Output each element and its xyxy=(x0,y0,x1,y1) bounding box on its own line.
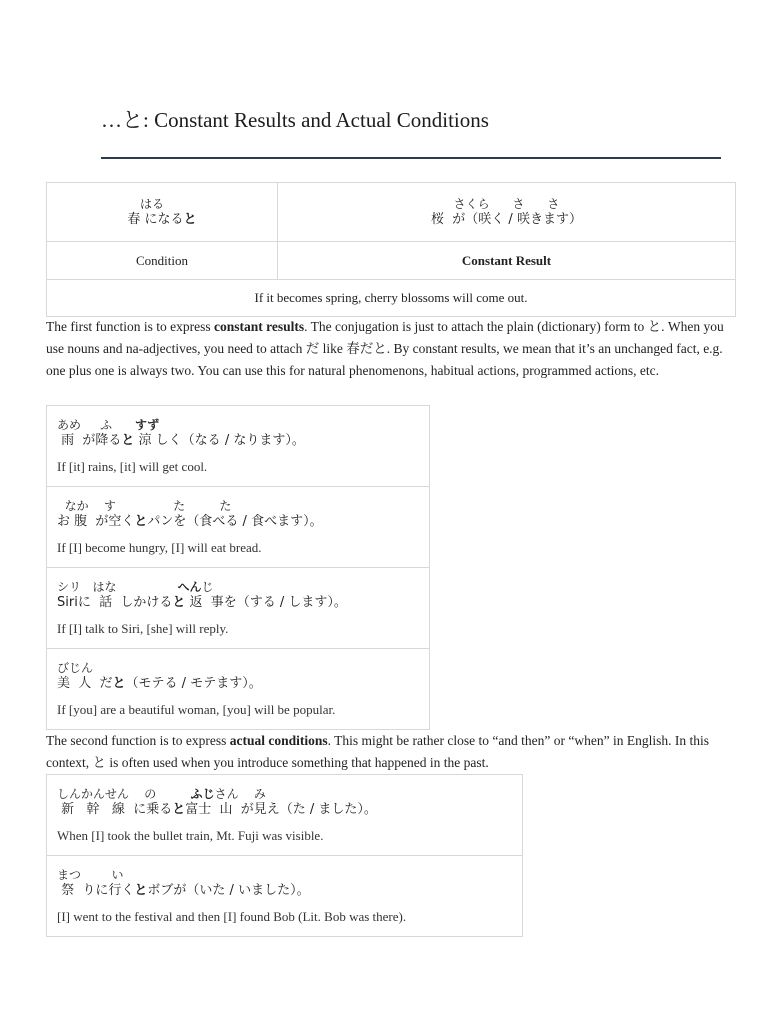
paragraph-constant-results xyxy=(46,316,726,382)
example-sentence-b: ボブが（いた / いました）。 xyxy=(147,882,310,898)
para2-bold: actual conditions xyxy=(229,733,328,748)
example-translation: If [you] are a beautiful woman, [you] will be popular. xyxy=(57,701,336,717)
example-row xyxy=(47,775,523,856)
example-ruby: なか す た た xyxy=(57,498,232,513)
examples-table-actual xyxy=(46,774,523,937)
example-ruby xyxy=(57,580,419,595)
example-ruby-text-b: さん み xyxy=(214,786,266,801)
example-translation: If [I] talk to Siri, [she] will reply. xyxy=(57,620,229,636)
example-ruby-text-b: じ xyxy=(201,579,214,594)
example-ruby-bold: ふじ xyxy=(190,786,215,801)
example-row xyxy=(47,406,430,487)
examples-table-constant xyxy=(46,405,430,730)
example-sentence xyxy=(57,514,419,530)
example-ruby xyxy=(57,418,419,433)
example-ruby: びじん xyxy=(57,660,94,675)
example-sentence xyxy=(57,802,512,818)
result-example-cell xyxy=(278,183,736,242)
example-particle: と xyxy=(134,882,148,898)
example-sentence xyxy=(57,595,419,611)
example-sentence xyxy=(57,433,419,449)
example-sentence-b: パンを（食べる / 食べます）。 xyxy=(147,513,323,529)
example-sentence-a: Siriに 話 しかける xyxy=(57,594,173,610)
example-sentence-a: 祭 りに行く xyxy=(57,882,135,898)
example-row xyxy=(47,649,430,730)
example-particle: と xyxy=(121,432,135,448)
example-ruby xyxy=(57,787,512,802)
condition-particle: と xyxy=(183,211,197,227)
example-translation: If [I] become hungry, [I] will eat bread. xyxy=(57,539,262,555)
summary-table xyxy=(46,182,736,317)
example-sentence-b: 返 事を（する / します）。 xyxy=(185,594,347,610)
para2-text-b: . This might be rather close to “and then” or “when” in English. In this context, と is often used when you introduce something that happened in the past. xyxy=(46,733,710,770)
summary-translation: If it becomes spring, cherry blossoms will come out. xyxy=(47,280,736,317)
example-sentence xyxy=(57,883,512,899)
para1-text-b: . The conjugation is just to attach the plain (dictionary) form to と. When you use nouns and na-adjectives, you need to attach だ like 春だと. By constant results, we mean that it’s an unchanged fact, e.g. one plus one is always two. You can use this for natural phenomenons, habitual actions, programmed actions, etc. xyxy=(46,319,724,378)
example-ruby-bold: すず xyxy=(134,417,160,432)
para1-bold: constant results xyxy=(213,319,305,334)
example-sentence-a: 美 人 だ xyxy=(57,675,113,691)
condition-base-text: 春 になる xyxy=(127,211,184,227)
example-sentence-b: 涼 しく（なる / なります）。 xyxy=(134,432,305,448)
title-underline xyxy=(101,157,721,159)
example-row xyxy=(47,487,430,568)
result-label: Constant Result xyxy=(278,242,736,280)
paragraph-actual-conditions xyxy=(46,730,726,774)
example-ruby-text: シリ はな xyxy=(57,579,178,594)
example-sentence xyxy=(57,676,419,692)
example-particle: と xyxy=(112,675,126,691)
example-sentence-b: （モテる / モテます）。 xyxy=(125,675,262,691)
example-row xyxy=(47,856,523,937)
example-sentence-a: お 腹 が空く xyxy=(57,513,135,529)
condition-label: Condition xyxy=(47,242,278,280)
result-base: 桜 が（咲く / 咲きます） xyxy=(431,211,582,227)
example-particle: と xyxy=(134,513,148,529)
example-row xyxy=(47,568,430,649)
page-title: …と: Constant Results and Actual Conditions xyxy=(101,108,489,132)
example-ruby: まつ い xyxy=(57,867,124,882)
para2-text-a: The second function is to express xyxy=(46,733,230,748)
example-sentence-b: 富士 山 が見え（た / ました）。 xyxy=(185,801,377,817)
example-translation: [I] went to the festival and then [I] found Bob (Lit. Bob was there). xyxy=(57,908,407,924)
example-sentence-a: 新 幹 線 に乗る xyxy=(57,801,173,817)
condition-example-cell xyxy=(47,183,278,242)
example-ruby-text: しんかんせん の xyxy=(57,786,191,801)
example-translation: If [it] rains, [it] will get cool. xyxy=(57,458,208,474)
example-ruby-bold: へん xyxy=(177,579,202,594)
condition-base xyxy=(47,212,277,228)
para1-text-a: The first function is to express xyxy=(46,319,214,334)
example-particle: と xyxy=(172,801,186,817)
example-translation: When [I] took the bullet train, Mt. Fuji was visible. xyxy=(57,827,324,843)
example-sentence-a: 雨 が降る xyxy=(57,432,122,448)
condition-ruby: はる xyxy=(139,196,164,211)
result-ruby: さくら さ さ xyxy=(453,196,560,211)
example-ruby-text: あめ ふ xyxy=(57,417,135,432)
example-particle: と xyxy=(172,594,186,610)
